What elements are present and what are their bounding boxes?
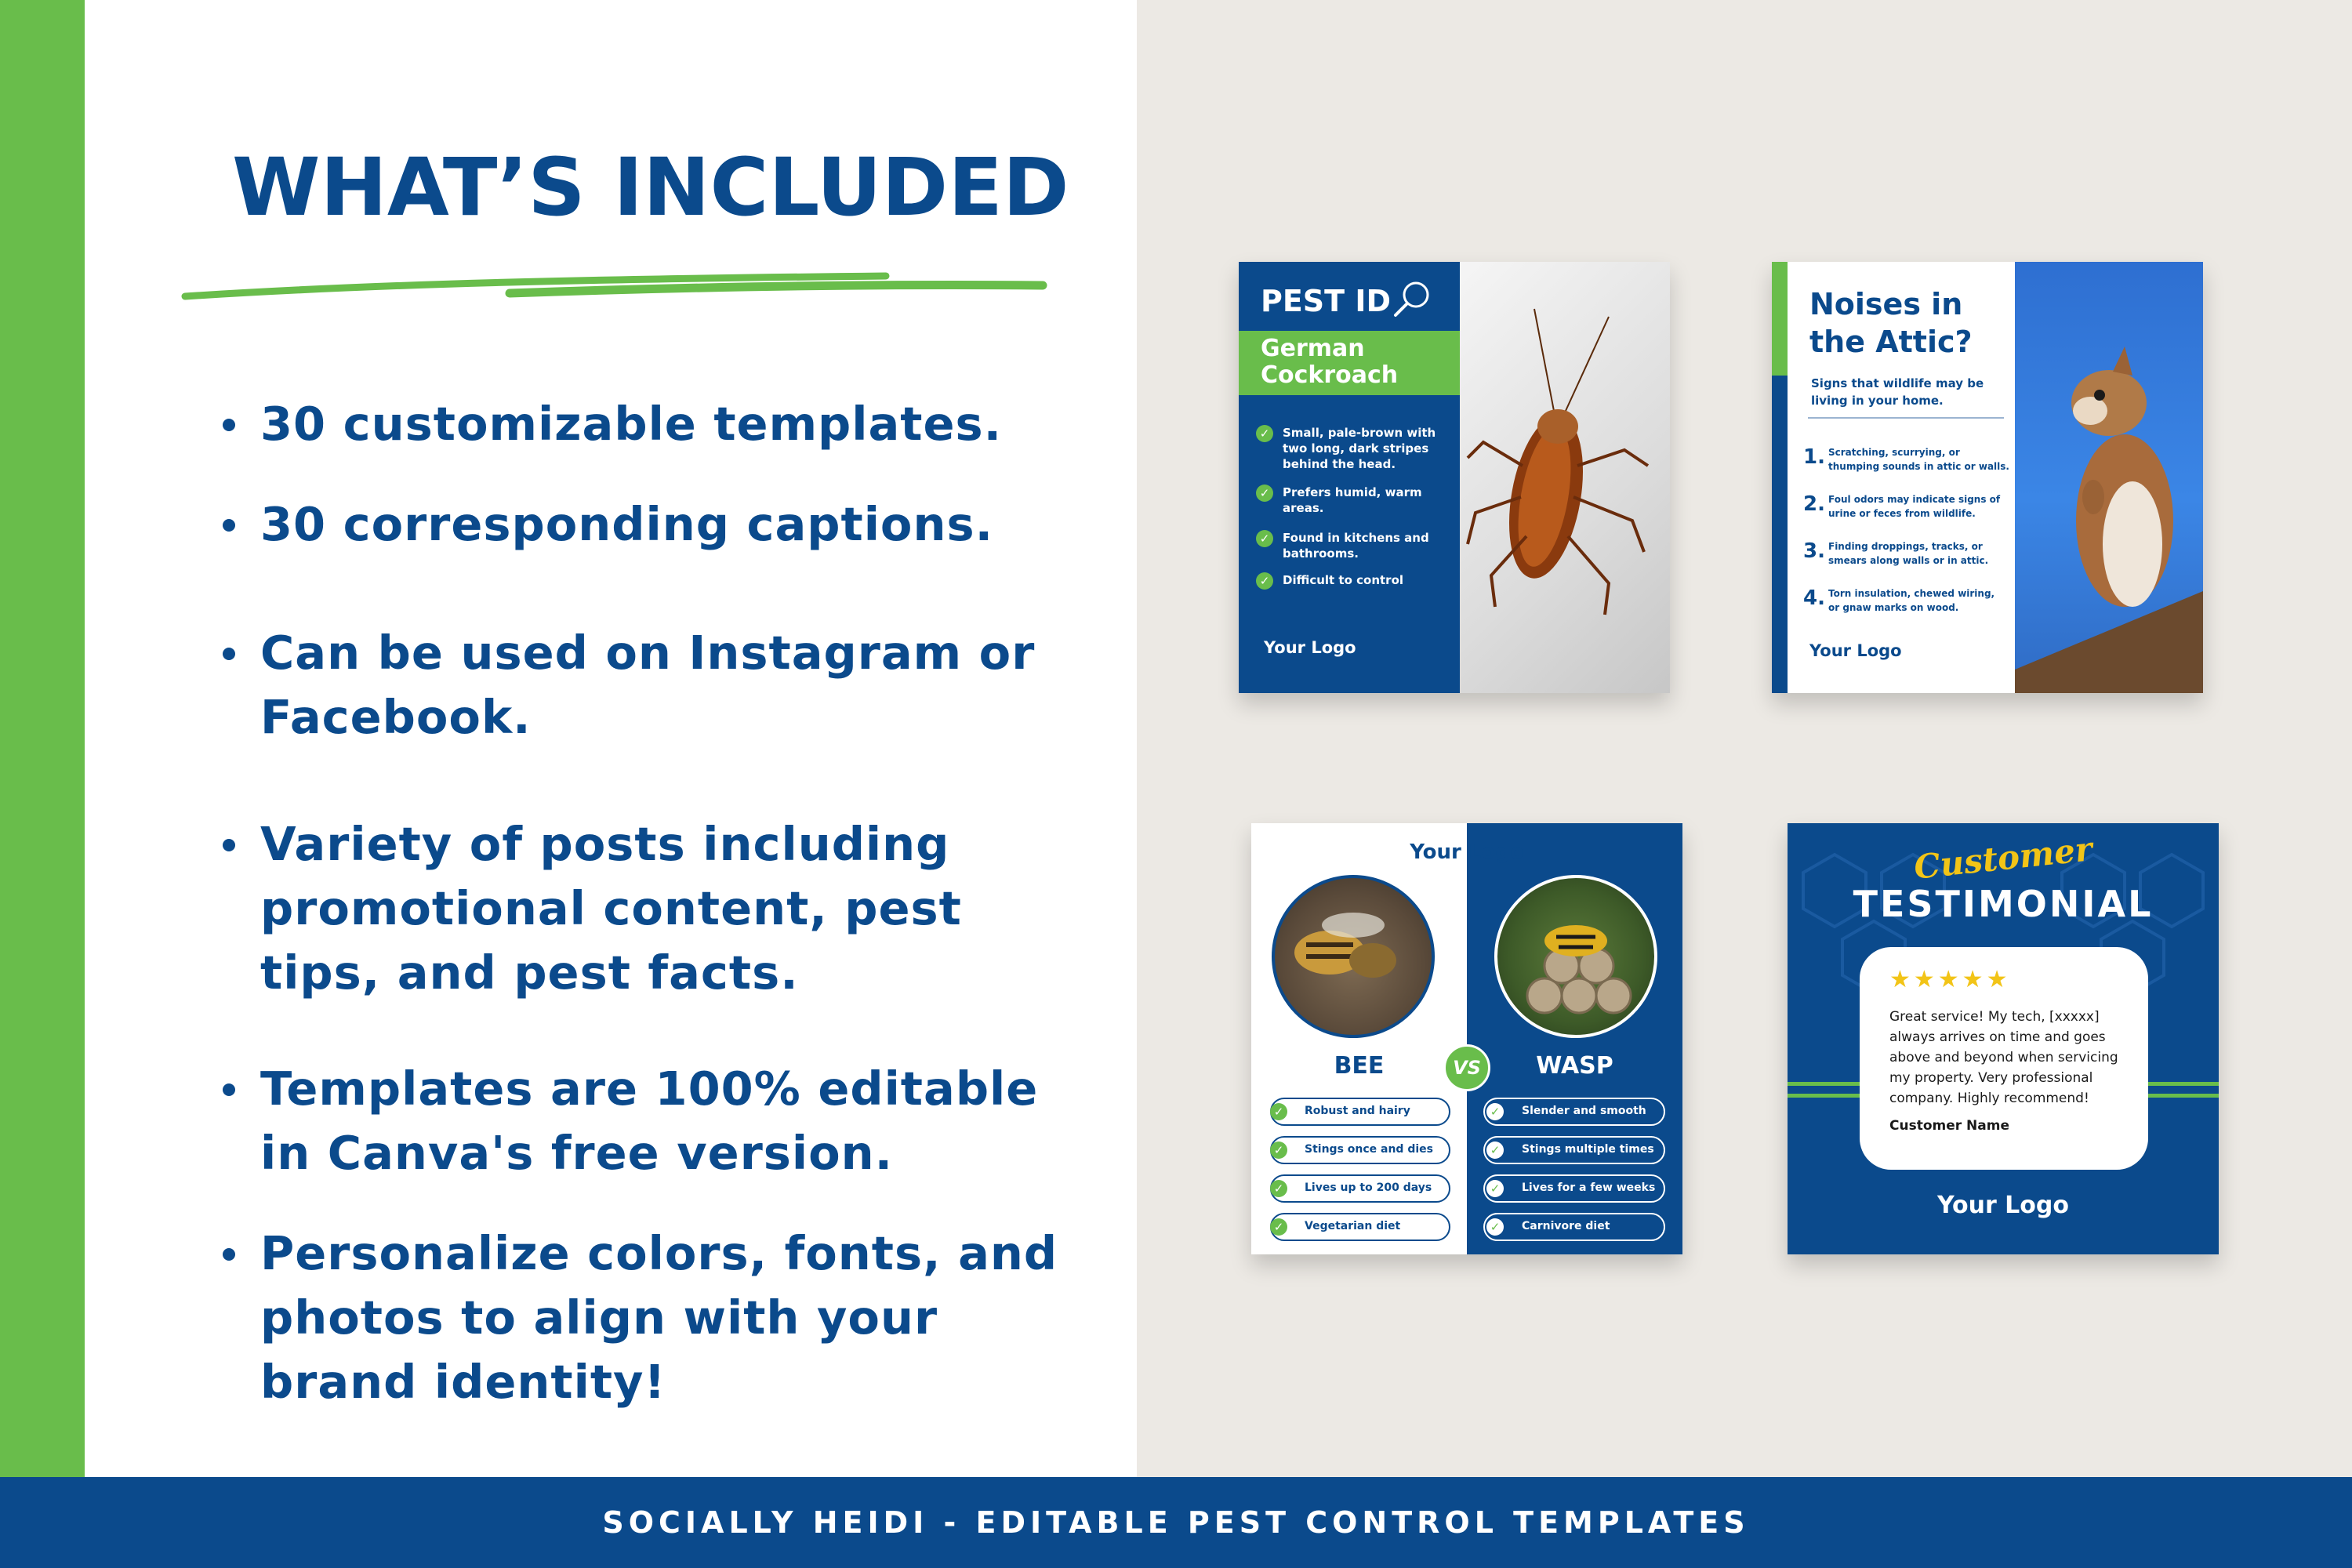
fact-line: Difficult to control (1283, 573, 1404, 587)
check-icon: ✓ (1486, 1180, 1504, 1197)
vs-badge: VS (1443, 1044, 1490, 1091)
review-line: Great service! My tech, [xxxxx] (1889, 1009, 2100, 1025)
bee-vs-wasp-card (1251, 823, 1682, 1254)
logo-placeholder: Your Logo (1410, 840, 1524, 864)
subtitle-line: Signs that wildlife may be (1811, 376, 1984, 390)
bee-trait: Stings once and dies (1305, 1143, 1433, 1156)
bee-trait: Vegetarian diet (1305, 1220, 1401, 1232)
logo-placeholder: Your Logo (1264, 638, 1356, 657)
wasp-trait: Lives for a few weeks (1522, 1181, 1656, 1194)
bee-trait: Lives up to 200 days (1305, 1181, 1432, 1194)
check-icon: ✓ (1486, 1103, 1504, 1120)
pest-name-banner (1239, 331, 1460, 395)
feature-item: Templates are 100% editable in Canva's free version. (220, 1057, 1098, 1185)
wasp-trait: Carnivore diet (1522, 1220, 1610, 1232)
check-icon: ✓ (1256, 572, 1273, 590)
blue-stripe (1772, 376, 1788, 693)
bee-trait: Robust and hairy (1305, 1105, 1410, 1117)
list-number: 1. (1803, 445, 1825, 469)
script-title: Customer (1911, 829, 2095, 887)
feature-list (220, 392, 1098, 1414)
fact-line: areas. (1283, 501, 1324, 515)
divider (1808, 417, 2004, 419)
list-line: or gnaw marks on wood. (1828, 602, 1959, 613)
wasp-trait: Stings multiple times (1522, 1143, 1654, 1156)
fact-line: Prefers humid, warm (1283, 485, 1422, 499)
list-number: 3. (1803, 539, 1825, 563)
logo-placeholder: Your Logo (1937, 1192, 2069, 1219)
pest-name-line: German (1261, 335, 1365, 362)
check-icon: ✓ (1270, 1180, 1287, 1197)
review-line: my property. Very professional (1889, 1070, 2093, 1086)
feature-item: 30 customizable templates. (220, 392, 1098, 456)
logo-placeholder: Your Logo (1809, 641, 1902, 660)
review-line: always arrives on time and goes (1889, 1029, 2106, 1045)
star-rating-icon: ★★★★★ (1889, 966, 2011, 993)
check-icon: ✓ (1270, 1103, 1287, 1120)
card-title: TESTIMONIAL (1853, 883, 2154, 925)
card-title: PEST ID (1261, 284, 1392, 318)
check-icon: ✓ (1486, 1218, 1504, 1236)
review-line: company. Highly recommend! (1889, 1091, 2089, 1106)
feature-item: Variety of posts including promotional content, pest tips, and pest facts. (220, 812, 1098, 1005)
noises-attic-card (1772, 262, 2203, 693)
pest-id-card (1239, 262, 1670, 693)
wasp-photo (1494, 875, 1657, 1038)
cockroach-photo (1460, 262, 1670, 693)
list-line: Foul odors may indicate signs of (1828, 494, 2001, 505)
list-line: thumping sounds in attic or walls. (1828, 461, 2009, 472)
footer-text: SOCIALLY HEIDI - EDITABLE PEST CONTROL TEMPLATES (602, 1505, 1750, 1540)
green-stripe (1772, 262, 1788, 376)
check-icon: ✓ (1256, 530, 1273, 547)
list-line: Torn insulation, chewed wiring, (1828, 588, 1995, 599)
squirrel-photo (2015, 262, 2203, 693)
feature-item: 30 corresponding captions. (220, 492, 1098, 557)
list-number: 2. (1803, 492, 1825, 516)
bee-photo (1272, 875, 1435, 1038)
subtitle-line: living in your home. (1811, 394, 1944, 408)
fact-line: Small, pale-brown with (1283, 426, 1436, 440)
list-line: smears along walls or in attic. (1828, 555, 1989, 566)
template-preview-panel (1137, 0, 2352, 1477)
page-title: WHAT’S INCLUDED (232, 141, 1069, 234)
check-icon: ✓ (1270, 1218, 1287, 1236)
check-icon: ✓ (1256, 485, 1273, 502)
feature-item: Can be used on Instagram or Facebook. (220, 621, 1098, 750)
card-title-line: Noises in (1809, 287, 1963, 321)
brush-underline (180, 259, 1051, 306)
review-box (1860, 947, 2148, 1170)
bee-label: BEE (1334, 1052, 1385, 1080)
list-line: Finding droppings, tracks, or (1828, 541, 1983, 552)
review-line: above and beyond when servicing (1889, 1050, 2118, 1065)
feature-item: Personalize colors, fonts, and photos to align with your brand identity! (220, 1221, 1098, 1414)
fact-line: Found in kitchens and (1283, 531, 1429, 545)
fact-line: two long, dark stripes (1283, 441, 1429, 456)
list-line: urine or feces from wildlife. (1828, 508, 1976, 519)
pest-name-line: Cockroach (1261, 361, 1399, 389)
customer-name: Customer Name (1889, 1118, 2009, 1134)
wasp-label: WASP (1536, 1052, 1613, 1080)
check-icon: ✓ (1486, 1142, 1504, 1159)
list-number: 4. (1803, 586, 1825, 610)
card-title-line: the Attic? (1809, 325, 1973, 359)
testimonial-card (1788, 823, 2219, 1254)
green-accent-bar (0, 0, 85, 1477)
magnifier-icon (1391, 278, 1435, 321)
wasp-trait: Slender and smooth (1522, 1105, 1646, 1117)
check-icon: ✓ (1256, 425, 1273, 442)
footer-banner (0, 1477, 2352, 1568)
fact-line: bathrooms. (1283, 546, 1359, 561)
check-icon: ✓ (1270, 1142, 1287, 1159)
fact-line: behind the head. (1283, 457, 1396, 471)
list-line: Scratching, scurrying, or (1828, 447, 1960, 458)
